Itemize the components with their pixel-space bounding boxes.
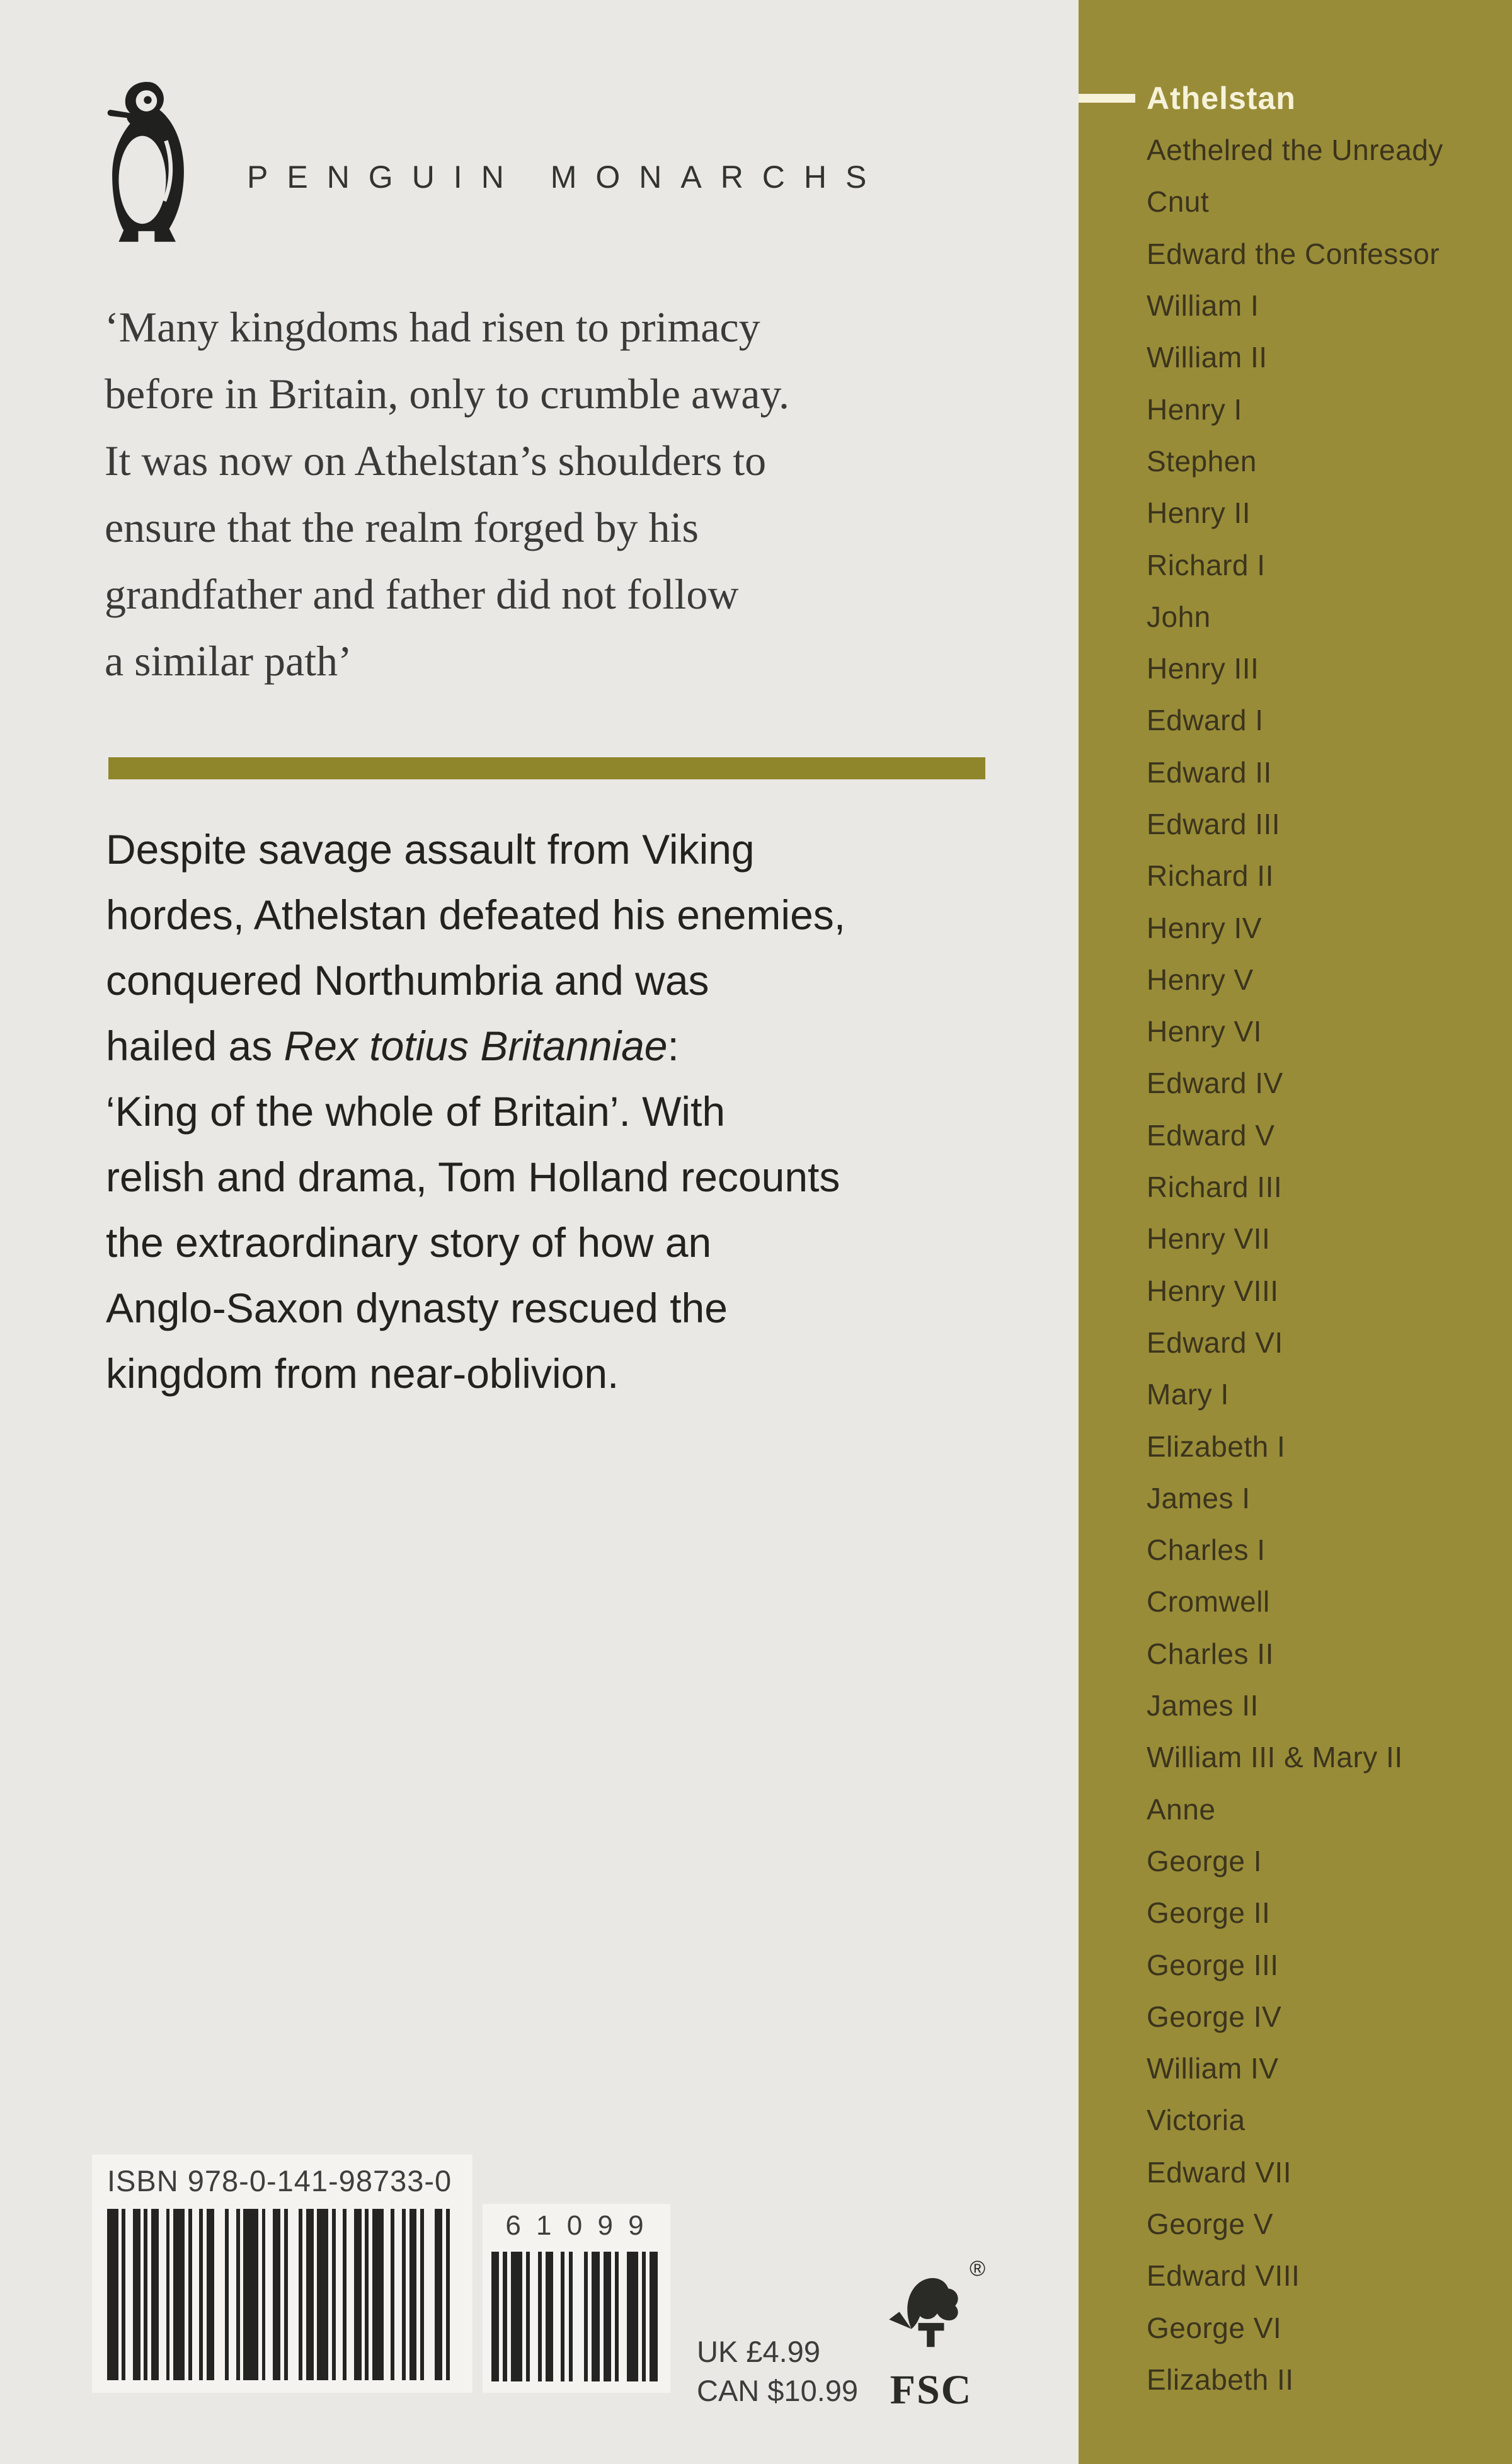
monarch-list-item: Richard I (1147, 548, 1266, 582)
sidebar-active-item: Athelstan (1147, 80, 1296, 116)
barcode-bar (491, 2252, 499, 2381)
monarch-list-item: James I (1147, 1481, 1251, 1515)
active-item-dash-icon (1079, 94, 1135, 103)
barcode-bar (125, 2209, 133, 2380)
monarch-list-item: Edward V (1147, 1118, 1275, 1152)
monarch-list-item: George II (1147, 1896, 1271, 1930)
monarch-list-item: Henry IV (1147, 911, 1262, 944)
monarch-list-item: Edward the Confessor (1147, 237, 1440, 270)
barcode-bar (450, 2209, 457, 2380)
monarch-list-item: John (1147, 600, 1211, 633)
barcode-bar (214, 2209, 226, 2380)
price-uk: UK £4.99 (697, 2335, 820, 2368)
book-blurb (106, 817, 1026, 1406)
monarch-list-item: Elizabeth I (1147, 1430, 1286, 1463)
penguin-logo-icon (101, 78, 195, 246)
blurb-lines-top (106, 817, 1026, 1013)
monarch-list-item: Henry II (1147, 496, 1251, 530)
barcode-bar (573, 2252, 584, 2381)
quote-line: ensure that the realm forged by his (105, 503, 699, 551)
blurb-line: kingdom from near-oblivion. (106, 1350, 619, 1397)
monarch-list-item: George IV (1147, 2000, 1282, 2033)
monarch-list-item: Henry VI (1147, 1015, 1262, 1048)
fsc-tree-icon (884, 2257, 978, 2365)
monarch-sidebar (1079, 0, 1512, 2464)
fsc-certification (873, 2257, 989, 2414)
monarch-list-item: Elizabeth II (1147, 2363, 1294, 2396)
monarch-list-item: Charles II (1147, 1637, 1274, 1670)
monarch-list-item: Henry VII (1147, 1222, 1271, 1256)
barcode-bar (336, 2209, 343, 2380)
monarch-list (1147, 124, 1443, 2405)
barcode-bar (173, 2209, 185, 2380)
barcode-bar (229, 2209, 236, 2380)
barcode-bar (394, 2209, 402, 2380)
series-title: PENGUIN MONARCHS (247, 159, 886, 195)
quote-line: ‘Many kingdoms had risen to primacy (105, 303, 760, 351)
monarch-list-item: James II (1147, 1689, 1259, 1722)
barcode-bar (619, 2252, 626, 2381)
barcode-bar (511, 2252, 522, 2381)
barcode-bar (435, 2209, 442, 2380)
barcode-bar (604, 2252, 611, 2381)
barcode-bar (650, 2252, 657, 2381)
monarch-list-item: William III & Mary II (1147, 1741, 1403, 1774)
barcode-bar (317, 2209, 328, 2380)
barcode-bar (658, 2252, 662, 2381)
barcode-bar (553, 2252, 561, 2381)
monarch-list-item: Stephen (1147, 444, 1257, 478)
monarch-list-item: Edward III (1147, 808, 1281, 840)
barcode-bar (592, 2252, 599, 2381)
barcode-bar (346, 2209, 354, 2380)
barcode-bar (530, 2252, 537, 2381)
blurb-line: Despite savage assault from Viking (106, 826, 755, 873)
registered-trademark-symbol: ® (969, 2257, 985, 2281)
monarch-list-item: William I (1147, 289, 1259, 323)
barcode-bar (207, 2209, 214, 2380)
quote-line: grandfather and father did not follow (105, 570, 739, 618)
monarch-list-item: Edward II (1147, 755, 1272, 789)
price-can: CAN $10.99 (697, 2374, 859, 2407)
monarch-list-item: George VI (1147, 2311, 1282, 2344)
barcode-bar (273, 2209, 280, 2380)
monarch-list-item: George III (1147, 1948, 1279, 1981)
barcode-bar (306, 2209, 314, 2380)
price-block (697, 2332, 858, 2410)
monarch-list-item: Edward I (1147, 704, 1264, 737)
barcode-number: 6 1 0 9 9 (505, 2210, 648, 2241)
barcode-bar (133, 2209, 140, 2380)
monarch-list-item: William II (1147, 341, 1268, 374)
blurb-italic-pre: hailed as (106, 1023, 284, 1069)
blurb-line: hordes, Athelstan defeated his enemies, (106, 891, 846, 938)
monarch-list-item: Edward VIII (1147, 2259, 1300, 2293)
blurb-line: relish and drama, Tom Holland recounts (106, 1154, 840, 1200)
blurb-italic-post: : (667, 1023, 679, 1069)
barcode-bar (107, 2209, 118, 2380)
monarch-list-item: Henry V (1147, 963, 1254, 996)
monarch-list-item: Edward VII (1147, 2155, 1292, 2189)
barcode-bar (192, 2209, 200, 2380)
barcode-bar (354, 2209, 362, 2380)
monarch-list-item: Henry VIII (1147, 1274, 1279, 1307)
isbn-barcode (107, 2209, 457, 2380)
fsc-label: FSC (890, 2367, 973, 2413)
barcode-bar (265, 2209, 273, 2380)
barcode-bar (546, 2252, 553, 2381)
monarch-list-item: George V (1147, 2208, 1273, 2241)
isbn-text: ISBN 978-0-141-98733-0 (107, 2164, 452, 2198)
monarch-list-item: Edward VI (1147, 1326, 1283, 1359)
monarch-list-item: Richard II (1147, 859, 1274, 893)
barcode-bar (372, 2209, 384, 2380)
monarch-list-item: Cnut (1147, 185, 1210, 219)
monarch-list-item: Henry I (1147, 393, 1242, 426)
blurb-lines-bottom (106, 1079, 1026, 1406)
secondary-barcode (491, 2252, 662, 2381)
monarch-list-item: William IV (1147, 2052, 1279, 2085)
monarch-list-item: Victoria (1147, 2104, 1246, 2137)
monarch-list-item: Henry III (1147, 652, 1259, 685)
blurb-line: the extraordinary story of how an (106, 1219, 712, 1266)
barcode-bar (627, 2252, 638, 2381)
monarch-list-item: Cromwell (1147, 1585, 1270, 1619)
barcode-bar (243, 2209, 258, 2380)
monarch-list-item: Anne (1147, 1792, 1216, 1826)
barcode-bar (384, 2209, 391, 2380)
quote-line: a similar path’ (105, 637, 352, 685)
barcode-bar (288, 2209, 299, 2380)
quote-line: It was now on Athelstan’s shoulders to (105, 437, 767, 484)
monarch-list-item: George I (1147, 1844, 1262, 1877)
barcode-bar (410, 2209, 417, 2380)
divider-bar (108, 757, 985, 779)
barcode-bar (159, 2209, 166, 2380)
isbn-barcode-panel (92, 2155, 472, 2393)
monarch-list-item: Edward IV (1147, 1067, 1283, 1100)
secondary-barcode-panel (483, 2204, 670, 2393)
monarch-list-item: Charles I (1147, 1533, 1266, 1567)
review-quote (105, 294, 1024, 694)
barcode-bar (424, 2209, 435, 2380)
monarch-list-item: Mary I (1147, 1378, 1229, 1411)
sidebar-active-row (1079, 72, 1512, 124)
blurb-line-italic (106, 1013, 1026, 1079)
barcode-bar (151, 2209, 159, 2380)
blurb-latin-title: Rex totius Britanniae (284, 1023, 668, 1069)
monarch-list-item: Richard III (1147, 1171, 1283, 1204)
monarch-list-item: Aethelred the Unready (1147, 134, 1443, 167)
blurb-line: Anglo-Saxon dynasty rescued the (106, 1285, 728, 1331)
blurb-line: conquered Northumbria and was (106, 957, 709, 1004)
blurb-line: ‘King of the whole of Britain’. With (106, 1088, 726, 1135)
quote-line: before in Britain, only to crumble away. (105, 370, 790, 418)
